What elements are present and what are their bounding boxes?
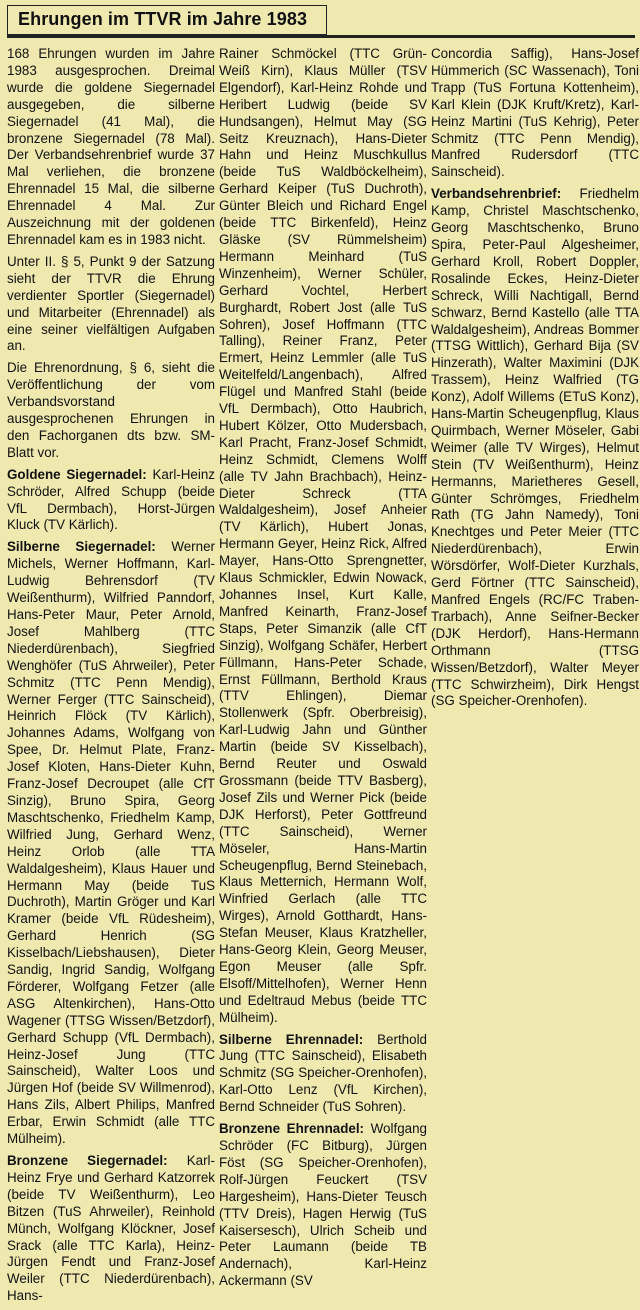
title-box xyxy=(7,5,327,35)
section-heading: Goldene Siegernadel: xyxy=(7,466,147,482)
article-title: Ehrungen im TTVR im Jahre 1983 xyxy=(18,9,308,29)
section-goldene-siegernadel xyxy=(7,467,215,535)
column-1 xyxy=(7,46,215,1310)
section-verbandsehrenbrief xyxy=(431,186,639,710)
intro-paragraph-1: 168 Ehrungen wurden im Jahre 1983 ausgesprochen. Dreimal wurde die goldene Siegernadel ausgegeben, die silberne Siegernadel (41 Mal), die bronzene Siegernadel (78 Mal). Der Verbandsehrenbrief wurde 37 Mal verliehen, die bronzene Ehrennadel 15 Mal, die silberne Ehrennadel 4 Mal. Zur Auszeichnung mit der goldenen Ehrennadel kam es in 1983 nicht. xyxy=(7,46,215,247)
intro-paragraph-2: Unter II. § 5, Punkt 9 der Satzung sieht der TTVR die Ehrung verdienter Sportler (Siegernadel) und Mitarbeiter (Ehrennadel) als eine seiner vielfältigen Aufgaben an. xyxy=(7,253,215,354)
section-bronzene-ehrennadel xyxy=(219,1121,427,1290)
section-bronzene-ehrennadel-continued: Concordia Saffig), Hans-Josef Hümmerich (SC Wassenach), Toni Trapp (TuS Fortuna Kottenheim), Karl Klein (DJK Kruft/Kretz), Karl-Heinz Martini (TuS Kehrig), Peter Schmitz (TTC Penn Mendig), Manfred Rudersdorf (TTC Sainscheid). xyxy=(431,46,639,180)
section-silberne-siegernadel xyxy=(7,539,215,1148)
section-text: Wolfgang Schröder (FC Bitburg), Jürgen Föst (SG Speicher-Orenhofen), Rolf-Jürgen Feuckert (TSV Hargesheim), Hans-Dieter Teusch (TTV Dreis), Hagen Herwig (TuS Kaisersesch), Ulrich Scheib und Peter Laumann (beide TB Andernach), Karl-Heinz Ackermann (SV xyxy=(219,1121,427,1289)
section-heading: Verbandsehrenbrief: xyxy=(431,186,562,202)
section-text: Werner Michels, Werner Hoffmann, Karl-Ludwig Behrensdorf (TV Weißenthurm), Wilfried Panndorf, Hans-Peter Maur, Peter Arnold, Josef Mahlberg (TTC Niederdürenbach), Siegfried Wenghöfer (TuS Ahrweiler), Peter Schmitz (TTC Penn Mendig), Werner Ferger (TTC Sainscheid), Heinrich Flöck (TV Kärlich), Johannes Adams, Wolfgang von Spee, Dr. Helmut Plate, Franz-Josef Kloten, Hans-Dieter Kuhn, Franz-Josef Decroupet (alle CfT Sinzig), Bruno Spira, Georg Maschtschenko, Friedhelm Kamp, Wilfried Jung, Gerhard Wenz, Heinz Orlob (alle TTA Waldalgesheim), Klaus Hauer und Hermann May (beide TuS Duchroth), Martin Gröger und Karl Kramer (beide VfL Rüdesheim), Gerhard Henrich (SG Kisselbach/Liebshausen), Dieter Sandig, Ingrid Sandig, Wolfgang Förderer, Wolfgang Fetzer (alle ASG Altenkirchen), Hans-Otto Wagener (TTSG Wissen/Betzdorf), Gerhard Schupp (VfL Dermbach), Heinz-Josef Jung (TTC Sainscheid), Walter Loos und Jürgen Hof (beide SV Willmenrod), Hans Zils, Albert Philips, Manfred Erbar, Erwin Schmidt (alle TTC Mülheim). xyxy=(7,539,215,1147)
title-rule xyxy=(7,35,635,38)
section-text: Karl-Heinz Schröder, Alfred Schupp (beide VfL Dermbach), Horst-Jürgen Kluck (TV Kärlich). xyxy=(7,466,215,533)
section-heading: Silberne Ehrennadel: xyxy=(219,1031,364,1047)
section-bronzene-siegernadel-continued: Rainer Schmöckel (TTC Grün-Weiß Kirn), Klaus Müller (TSV Elgendorf), Karl-Heinz Rohde und Heribert Ludwig (beide SV Hundsangen), Helmut May (SG Seitz Kreuznach), Hans-Dieter Hahn und Heinz Muschkullus (beide TuS Waldböckelheim), Gerhard Keiper (TuS Duchroth), Günter Bleich und Richard Engel (beide TTC Birkenfeld), Heinz Gläske (SV Rümmelsheim) Hermann Meinhard (TuS Winzenheim), Werner Schüler, Gerhard Vochtel, Herbert Burghardt, Robert Jost (alle TuS Sohren), Josef Hoffmann (TTC Talling), Reiner Franz, Peter Ermert, Heinz Lemmler (alle TuS Weitelfeld/Langenbach), Alfred Flügel und Manfred Stahl (beide VfL Dermbach), Otto Haubrich, Hubert Kölzer, Otto Mudersbach, Karl Pracht, Franz-Josef Schmidt, Heinz Schmidt, Clemens Wolff (alle TV Jahn Brachbach), Heinz-Dieter Schreck (TTA Waldalgesheim), Josef Anheier (TV Kärlich), Hubert Jonas, Hermann Geyer, Heinz Rick, Alfred Mayer, Hans-Otto Sprengnetter, Klaus Schmickler, Edwin Nowack, Johannes Insel, Kurt Kalle, Manfred Keinarth, Franz-Josef Staps, Peter Simanzik (alle CfT Sinzig), Wolfgang Schäfer, Herbert Füllmann, Hans-Peter Schade, Ernst Füllmann, Berthold Kraus (TTV Ehlingen), Diemar Stollenwerk (Spfr. Oberbreisig), Karl-Ludwig Jahn und Günther Martin (beide SV Kisselbach), Bernd Reuter und Oswald Grossmann (beide TTV Basberg), Josef Zils und Werner Pick (beide DJK Herforst), Peter Gottfreund (TTC Sainscheid), Werner Möseler, Hans-Martin Scheugenpflug, Bernd Steinebach, Klaus Metternich, Hermann Wolf, Winfried Gerlach (alle TTC Wirges), Arnold Gotthardt, Hans-Stefan Meuser, Klaus Kratzheller, Hans-Georg Klein, Georg Meuser, Egon Meuser (alle Spfr. Elsoff/Mittelhofen), Werner Henn und Edeltraud Mebus (beide TTC Mülheim). xyxy=(219,46,427,1025)
column-2 xyxy=(219,46,427,1295)
section-text: Berthold Jung (TTC Sainscheid), Elisabeth Schmitz (SG Speicher-Orenhofen), Karl-Otto Lenz (VfL Kirchen), Bernd Schneider (TuS Sohren). xyxy=(219,1031,427,1115)
section-text: Karl-Heinz Frye und Gerhard Katzorrek (beide TV Weißenthurm), Leo Bitzen (TuS Ahrweiler), Reinhold Münch, Wolfgang Klöckner, Josef Srack (alle TTC Karla), Heinz-Jürgen Fendt und Franz-Josef Weiler (TTC Niederdürenbach), Hans- xyxy=(7,1153,215,1304)
section-heading: Bronzene Siegernadel: xyxy=(7,1153,168,1168)
intro-paragraph-3: Die Ehrenordnung, § 6, sieht die Veröffentlichung der vom Verbandsvorstand ausgesprochenen Ehrungen in den Fachorganen dts bzw. SM-Blatt vor. xyxy=(7,360,215,460)
section-heading: Bronzene Ehrennadel: xyxy=(219,1121,365,1137)
column-3 xyxy=(431,46,639,715)
section-heading: Silberne Siegernadel: xyxy=(7,539,156,555)
section-text: Friedhelm Kamp, Christel Maschtschenko, Georg Maschtschenko, Bruno Spira, Peter-Paul Algesheimer, Gerhard Kroll, Robert Doppler, Rosalinde Eckes, Heinz-Dieter Schreck, Willi Nachtigall, Bernd Schwarz, Bernd Kastello (alle TTA Waldalgesheim), Andreas Bommer (TTSG Wittlich), Gerhard Bija (SV Hinzerath), Walter Maximini (DJK Trassem), Heinz Walfried (TG Konz), Adolf Willems (ETuS Konz), Hans-Martin Scheugenpflug, Klaus Quirmbach, Werner Möseler, Gabi Weimer (alle TV Wirges), Helmut Stein (TV Weißenthurm), Heinz Hermanns, Marietheres Gesell, Günter Schrömges, Friedhelm Rath (TG Jahn Namedy), Toni Knechtges und Peter Meier (TTC Niederdürenbach), Erwin Wörsdörfer, Wolf-Dieter Kurzhals, Gerd Förtner (TTC Sainscheid), Manfred Engels (RC/FC Traben-Trarbach), Anne Seifner-Becker (DJK Herdorf), Hans-Hermann Orthmann (TTSG Wissen/Betzdorf), Walter Meyer (TTC Schwirzheim), Dirk Hengst (SG Speicher-Orenhofen). xyxy=(431,186,639,709)
section-bronzene-siegernadel xyxy=(7,1153,215,1305)
section-silberne-ehrennadel xyxy=(219,1032,427,1117)
